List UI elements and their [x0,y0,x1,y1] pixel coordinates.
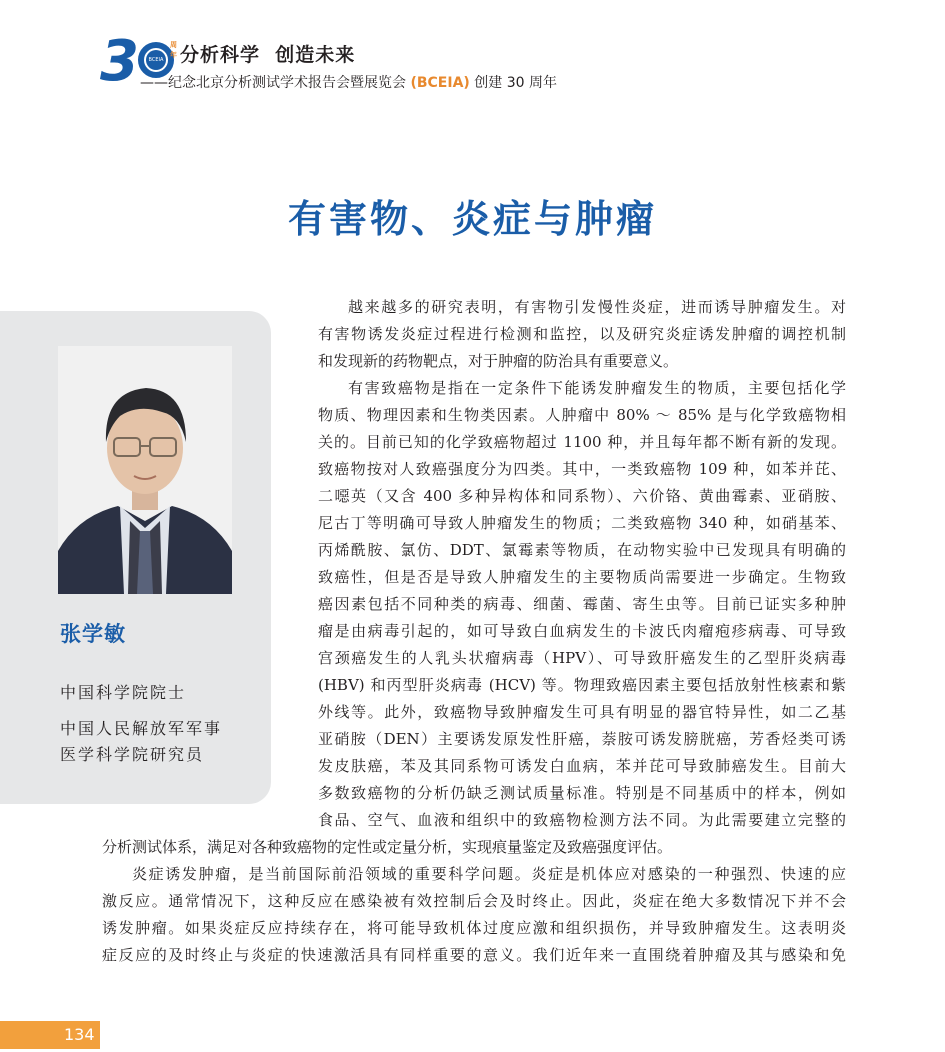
header-subtitle [140,72,557,92]
body-line: 有害物诱发炎症过程进行检测和监控，以及研究炎症诱发肿瘤的调控机制 [318,325,846,343]
author-affiliation-2-line1: 中国人民解放军军事 [60,719,223,738]
author-affiliation-2-line2: 医学科学院研究员 [60,745,205,764]
body-line: 多数致癌物的分析仍缺乏测试质量标准。特别是不同基质中的样本，例如 [318,784,846,802]
body-line: 亚硝胺（DEN）主要诱发原发性肝癌，萘胺可诱发膀胱癌，芳香烃类可诱 [318,730,846,748]
body-line: 致癌物按对人致癌强度分为四类。其中，一类致癌物 109 种，如苯并芘、 [318,460,846,478]
body-line: 食品、空气、血液和组织中的致癌物检测方法不同。为此需要建立完整的 [318,811,846,829]
body-line: 宫颈癌发生的人乳头状瘤病毒（HPV）、可导致肝癌发生的乙型肝炎病毒 [318,649,846,667]
header-slogan: 分析科学 创造未来 [180,44,356,66]
logo-year: 周年 [170,41,177,59]
author-name: 张学敏 [60,622,126,646]
body-line: 有害致癌物是指在一定条件下能诱发肿瘤发生的物质，主要包括化学 [348,379,846,397]
body-line: 二噁英（又含 400 多种异构体和同系物）、六价铬、黄曲霉素、亚硝胺、 [318,487,846,505]
body-line: 物质、物理因素和生物类因素。人肿瘤中 80% ～ 85% 是与化学致癌物相 [318,406,846,424]
body-line: 诱发肿瘤。如果炎症反应持续存在，将可能导致机体过度应激和组织损伤，并导致肿瘤发生。这表明炎 [102,919,846,937]
body-line: 丙烯酰胺、氯仿、DDT、氯霉素等物质，在动物实验中已发现具有明确的 [318,541,846,559]
body-line: 癌因素包括不同种类的病毒、细菌、霉菌、寄生虫等。目前已证实多种肿 [318,595,846,613]
body-line: 致癌性，但是否是导致人肿瘤发生的主要物质尚需要进一步确定。生物致 [318,568,846,586]
logo-badge: BCEIA [146,50,166,70]
body-line: 激反应。通常情况下，这种反应在感染被有效控制后会及时终止。因此，炎症在绝大多数情况下并不会 [102,892,846,910]
body-line: 炎症诱发肿瘤，是当前国际前沿领域的重要科学问题。炎症是机体应对感染的一种强烈、快速的应 [132,865,846,883]
author-photo [58,346,232,594]
body-line: 和发现新的药物靶点，对于肿瘤的防治具有重要意义。 [318,352,679,370]
body-line: 瘤是由病毒引起的，如可导致白血病发生的卡波氏肉瘤疱疹病毒、可导致 [318,622,846,640]
page-number: 134 [64,1025,95,1044]
body-line: 分析测试体系，满足对各种致癌物的定性或定量分析，实现痕量鉴定及致癌强度评估。 [102,838,673,856]
article-title: 有害物、炎症与肿瘤 [287,197,657,241]
body-line: 发皮肤癌，苯及其同系物可诱发白血病，苯并芘可导致肺癌发生。目前大 [318,757,846,775]
body-line: 症反应的及时终止与炎症的快速激活具有同样重要的意义。我们近年来一直围绕着肿瘤及其与感染和免 [102,946,846,964]
body-line: 尼古丁等明确可导致人肿瘤发生的物质；二类致癌物 340 种，如硝基苯、 [318,514,846,532]
author-affiliation-1: 中国科学院院士 [60,683,187,702]
body-line: 关的。目前已知的化学致癌物超过 1100 种，并且每年都不断有新的发现。 [318,433,846,451]
body-line: (HBV) 和丙型肝炎病毒 (HCV) 等。物理致癌因素主要包括放射性核素和紫 [318,676,846,694]
header-subtitle-suffix: 创建 30 周年 [469,75,557,91]
logo-number: 3 [100,29,133,94]
header-subtitle-prefix: ——纪念北京分析测试学术报告会暨展览会 [140,75,411,91]
header-subtitle-accent: (BCEIA) [410,75,470,91]
body-line: 外线等。此外，致癌物导致肿瘤发生可具有明显的器官特异性，如二乙基 [318,703,846,721]
body-line: 越来越多的研究表明，有害物引发慢性炎症，进而诱导肿瘤发生。对 [348,298,846,316]
